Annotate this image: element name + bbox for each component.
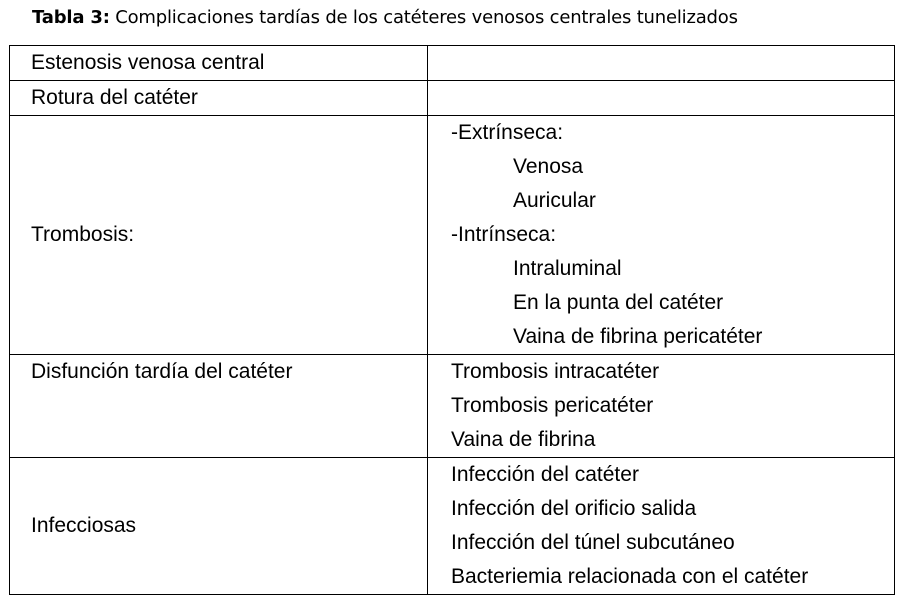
table-caption [32,6,738,30]
detail-line: Trombosis intracatéter [451,360,660,383]
complications-table [9,45,895,595]
row-category: Rotura del catéter [10,81,428,116]
row-details [428,116,895,355]
row-category: Infecciosas [10,458,428,595]
row-details [428,355,895,458]
row-category: Estenosis venosa central [10,46,428,81]
detail-line: Infección del catéter [451,463,639,486]
table-row-rupture [10,81,895,116]
row-details-empty [428,81,895,116]
detail-line: -Extrínseca: [451,121,564,144]
row-category: Trombosis: [10,116,428,355]
detail-line: Bacteriemia relacionada con el catéter [451,565,809,588]
table-row-dysfunction [10,355,895,458]
detail-line: Auricular [513,189,596,212]
table-row-infections [10,458,895,595]
detail-line: -Intrínseca: [451,223,557,246]
detail-line: Vaina de fibrina pericatéter [513,325,763,348]
row-category: Disfunción tardía del catéter [10,355,428,458]
detail-line: Intraluminal [513,257,622,280]
detail-line: Infección del orificio salida [451,497,697,520]
detail-line: Vaina de fibrina [451,428,596,451]
detail-line: Infección del túnel subcutáneo [451,531,735,554]
detail-line: Trombosis pericatéter [451,394,654,417]
row-details [428,458,895,595]
table-row-thrombosis [10,116,895,355]
table-row-stenosis [10,46,895,81]
detail-line: En la punta del catéter [513,291,724,314]
caption-text: Complicaciones tardías de los catéteres venosos centrales tunelizados [109,7,738,28]
detail-line: Venosa [513,155,584,178]
row-details-empty [428,46,895,81]
caption-label: Tabla 3: [32,7,110,28]
